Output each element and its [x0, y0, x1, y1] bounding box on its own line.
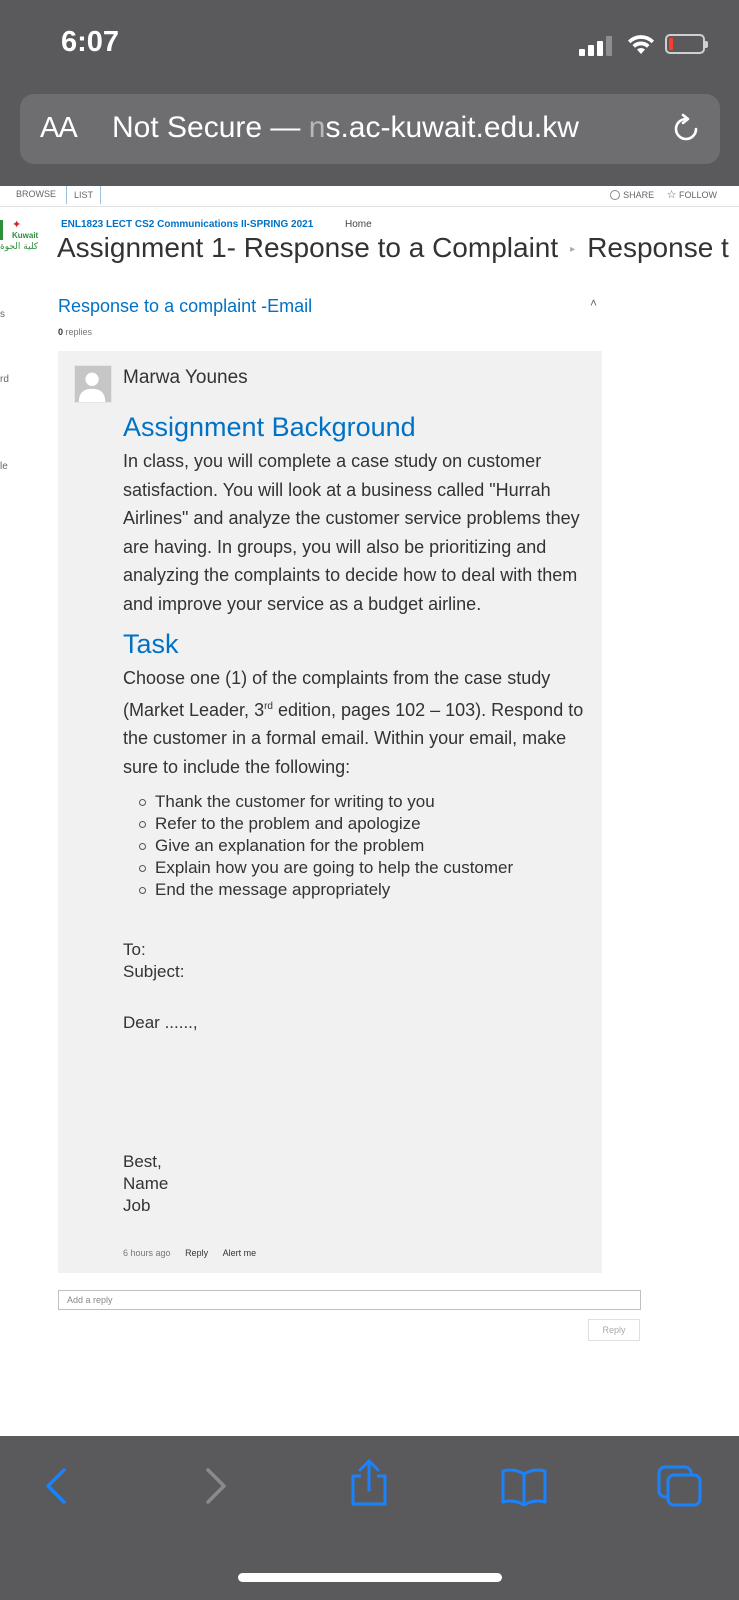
forward-chevron-icon[interactable]: [192, 1464, 236, 1508]
reply-count: [58, 327, 92, 337]
page-title-item: Response t: [587, 232, 729, 263]
college-logo[interactable]: [0, 218, 44, 266]
back-chevron-icon[interactable]: [36, 1464, 80, 1508]
discussion-title[interactable]: Response to a complaint -Email: [58, 296, 313, 316]
post-time: 6 hours ago: [123, 1248, 171, 1258]
email-job: Job: [123, 1196, 151, 1215]
tab-browse[interactable]: BROWSE: [16, 189, 57, 199]
email-closing: Best,: [123, 1152, 162, 1171]
tabs-icon[interactable]: [656, 1464, 704, 1508]
email-template: [123, 939, 593, 1217]
ios-top-bar: [0, 0, 739, 186]
reply-button[interactable]: Reply: [588, 1319, 640, 1341]
share-icon[interactable]: [346, 1458, 392, 1508]
status-icons: [579, 34, 709, 56]
page-title-list[interactable]: Assignment 1- Response to a Complaint: [57, 232, 559, 263]
reload-icon[interactable]: [670, 112, 702, 144]
background-text: In class, you will complete a case study on customer satisfaction. You will look at a business called "Hurrah Airlines" and analyze the customer service problems they are having. In groups, you will also be prioritizing and analyzing the complaints to decide how to deal with them and improve your service as a budget airline.: [123, 451, 580, 614]
page-title: [57, 232, 729, 264]
post-meta: [123, 1248, 256, 1258]
share-label: SHARE: [623, 190, 655, 200]
side-nav-fragment[interactable]: rd: [0, 374, 9, 385]
list-item: End the message appropriately: [155, 879, 593, 901]
breadcrumb[interactable]: ENL1823 LECT CS2 Communications II-SPRING 2021: [61, 219, 314, 230]
maple-leaf-icon: ✦: [12, 219, 22, 231]
list-item: Refer to the problem and apologize: [155, 813, 593, 835]
task-text: [123, 664, 593, 781]
sharepoint-ribbon: [0, 186, 739, 207]
heading-task: Task: [123, 629, 179, 659]
task-text-sup: rd: [264, 700, 273, 712]
email-to: To:: [123, 940, 146, 959]
reply-count-number: 0: [58, 327, 64, 337]
alert-me-link[interactable]: Alert me: [222, 1248, 257, 1258]
share-button[interactable]: [610, 190, 654, 200]
follow-button[interactable]: [667, 190, 717, 200]
avatar[interactable]: [74, 365, 112, 403]
share-circle-icon: [610, 190, 620, 200]
ribbon-actions: [600, 186, 717, 204]
side-nav-fragment[interactable]: s: [0, 309, 5, 320]
wifi-icon: [627, 34, 655, 56]
url-text[interactable]: [112, 111, 579, 145]
text-size-button[interactable]: AA: [40, 112, 77, 144]
home-indicator[interactable]: [238, 1573, 502, 1582]
battery-low-icon: [665, 34, 705, 54]
logo-arabic: كلية الجوة: [0, 242, 39, 252]
breadcrumb-arrow-icon: ▸: [570, 244, 576, 256]
discussion-post: [58, 351, 602, 1273]
collapse-caret-icon[interactable]: ˄: [590, 296, 598, 310]
email-name: Name: [123, 1174, 169, 1193]
url-bar[interactable]: [20, 94, 720, 164]
task-list: [123, 791, 593, 901]
side-nav-fragment[interactable]: le: [0, 461, 8, 472]
url-fragment-hidden: n: [308, 111, 326, 144]
post-body: [123, 411, 593, 1217]
status-time: 6:07: [61, 26, 120, 58]
security-label: Not Secure —: [112, 111, 301, 144]
list-item: Give an explanation for the problem: [155, 835, 593, 857]
email-greeting: Dear ......,: [123, 1013, 198, 1032]
author-name[interactable]: Marwa Younes: [123, 367, 248, 388]
list-item: Thank the customer for writing to you: [155, 791, 593, 813]
task-text-part: edition, pages 102 – 103). Respond to the customer in a formal email. Within your email, make sure to include the following:: [123, 699, 584, 777]
list-item: Explain how you are going to help the customer: [155, 857, 593, 879]
email-subject: Subject:: [123, 962, 185, 981]
person-icon: [75, 366, 111, 402]
home-link[interactable]: Home: [345, 219, 372, 230]
url-domain: s.ac-kuwait.edu.kw: [325, 111, 579, 144]
follow-label: FOLLOW: [678, 190, 717, 200]
book-icon[interactable]: [500, 1464, 548, 1508]
heading-background: Assignment Background: [123, 412, 416, 442]
signal-bars-icon: [579, 34, 617, 56]
replies-label: replies: [65, 327, 93, 337]
logo-english: Kuwait: [12, 231, 39, 240]
reply-link[interactable]: Reply: [185, 1248, 209, 1258]
task-text-part: Choose one (1) of the complaints from the case study (Market Leader, 3: [123, 668, 551, 720]
tab-list[interactable]: LIST: [66, 186, 101, 204]
star-icon: ☆: [666, 189, 677, 201]
reply-input[interactable]: Add a reply: [58, 1290, 641, 1310]
logo-bar: [0, 220, 3, 240]
